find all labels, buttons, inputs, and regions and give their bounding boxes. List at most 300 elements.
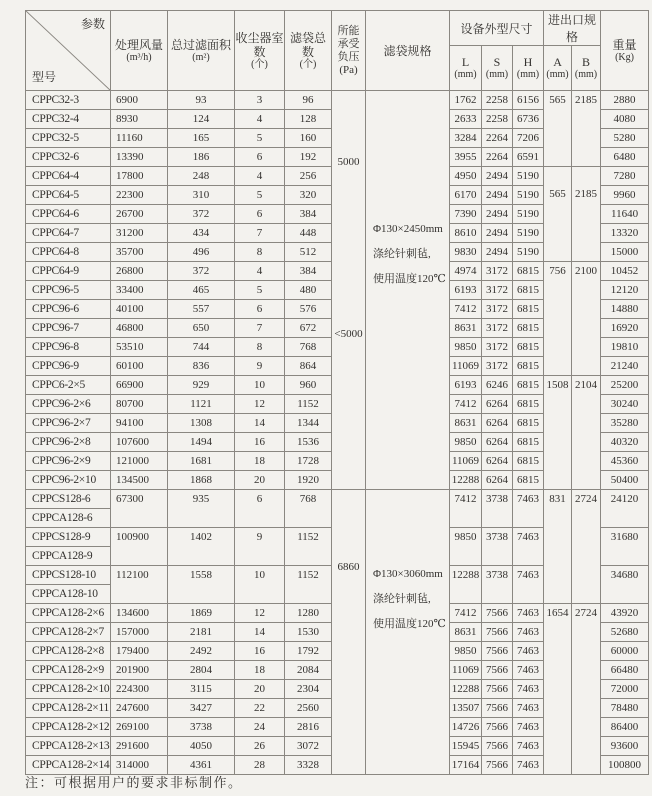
bag-spec-line: 使用温度120℃ [373,273,446,285]
weight-cell: 52680 [601,623,649,642]
chambers-cell: 12 [235,604,285,623]
pressure-header-line: 负压 [337,50,360,63]
area-cell: 465 [168,281,235,300]
chambers-cell: 20 [235,471,285,490]
model-cell: CPPCA128-2×8 [26,642,111,661]
dim-l-cell: 17164 [450,756,482,775]
dim-l-cell: 9850 [450,338,482,357]
spec-table [25,10,649,775]
bag-spec-text [373,217,448,292]
inlet-b-cell [572,91,601,167]
airflow-cell: 60100 [111,357,168,376]
dim-h-title: H [523,55,533,69]
weight-cell: 66480 [601,661,649,680]
inlet-a-value: 565 [549,94,566,106]
chambers-cell: 9 [235,528,285,566]
airflow-cell: 121000 [111,452,168,471]
bags-cell: 128 [285,110,332,129]
inlet-a-cell [544,167,572,262]
bags-cell: 1344 [285,414,332,433]
weight-cell: 10452 [601,262,649,281]
dim-l-cell: 1762 [450,91,482,110]
dim-s-cell: 3738 [482,566,513,604]
chambers-cell: 9 [235,357,285,376]
dim-s-cell: 2494 [482,186,513,205]
bags-cell: 864 [285,357,332,376]
weight-header [601,11,649,91]
area-cell: 1494 [168,433,235,452]
bags-cell: 576 [285,300,332,319]
chambers-cell: 8 [235,243,285,262]
airflow-cell: 201900 [111,661,168,680]
airflow-cell: 40100 [111,300,168,319]
bags-cell: 2304 [285,680,332,699]
dim-s-cell: 6264 [482,471,513,490]
model-cell: CPPCA128-10 [26,585,111,604]
model-cell: CPPC64-5 [26,186,111,205]
chambers-cell: 18 [235,661,285,680]
area-cell: 310 [168,186,235,205]
inlet-a-value: 1654 [546,607,569,619]
bags-cell: 1728 [285,452,332,471]
bags-cell: 320 [285,186,332,205]
chambers-cell: 5 [235,186,285,205]
chambers-cell: 16 [235,433,285,452]
model-cell: CPPC96-2×7 [26,414,111,433]
bags-cell: 160 [285,129,332,148]
bag-spec-text [373,562,448,637]
model-cell: CPPCA128-2×11 [26,699,111,718]
chambers-cell: 5 [235,281,285,300]
model-cell: CPPC96-2×6 [26,395,111,414]
dim-l-cell: 13507 [450,699,482,718]
dim-h-cell: 7463 [513,566,544,604]
bags-cell: 768 [285,490,332,528]
dim-l-cell: 3955 [450,148,482,167]
dim-h-cell: 7463 [513,604,544,623]
model-cell: CPPCA128-2×13 [26,737,111,756]
model-cell: CPPC96-2×10 [26,471,111,490]
inlet-a-cell [544,376,572,490]
dim-h-cell: 6156 [513,91,544,110]
model-cell: CPPC96-2×9 [26,452,111,471]
dim-l-cell: 8631 [450,414,482,433]
weight-cell: 78480 [601,699,649,718]
bag-spec-line: 涤纶针刺毡, [373,248,431,260]
weight-cell: 2880 [601,91,649,110]
dim-h-cell: 6815 [513,357,544,376]
pressure-cell [332,490,366,775]
bags-cell: 1536 [285,433,332,452]
chambers-cell: 22 [235,699,285,718]
dim-s-cell: 7566 [482,699,513,718]
dim-l-cell: 7390 [450,205,482,224]
pressure-value: 5000 [337,156,360,168]
weight-unit: (Kg) [615,51,634,63]
bags-header [285,11,332,91]
footnote: 注：可根据用户的要求非标制作。 [25,775,243,790]
pressure-cell [332,91,366,490]
model-cell: CPPC96-8 [26,338,111,357]
inlet-b-title: B [582,55,591,69]
weight-cell: 19810 [601,338,649,357]
area-cell: 1308 [168,414,235,433]
weight-cell: 9960 [601,186,649,205]
airflow-cell: 8930 [111,110,168,129]
dim-h-cell: 6815 [513,300,544,319]
dim-h-cell: 5190 [513,243,544,262]
area-cell: 3115 [168,680,235,699]
airflow-cell: 22300 [111,186,168,205]
weight-cell: 43920 [601,604,649,623]
dim-s-cell: 7566 [482,718,513,737]
model-cell: CPPCA128-2×7 [26,623,111,642]
dim-l-cell: 15945 [450,737,482,756]
inlet-a-value: 831 [549,493,566,505]
chambers-cell: 5 [235,129,285,148]
airflow-cell: 94100 [111,414,168,433]
model-cell: CPPC64-6 [26,205,111,224]
dim-l-cell: 7412 [450,490,482,528]
dim-l-cell: 9850 [450,433,482,452]
dim-h-cell: 7463 [513,737,544,756]
bags-cell: 2560 [285,699,332,718]
dim-s-cell: 7566 [482,680,513,699]
dim-h-cell: 7206 [513,129,544,148]
dim-s-cell: 7566 [482,604,513,623]
dim-h-cell: 6736 [513,110,544,129]
chambers-cell: 8 [235,338,285,357]
area-cell: 124 [168,110,235,129]
dim-l-cell: 12288 [450,471,482,490]
bags-cell: 1152 [285,528,332,566]
dim-h-cell: 6815 [513,262,544,281]
dim-l-cell: 6193 [450,281,482,300]
dim-s-cell: 3738 [482,490,513,528]
bags-cell: 768 [285,338,332,357]
airflow-cell: 100900 [111,528,168,566]
chambers-cell: 4 [235,110,285,129]
dim-l-cell: 4974 [450,262,482,281]
dim-h-cell: 6815 [513,376,544,395]
area-cell: 557 [168,300,235,319]
dim-s-cell: 3172 [482,319,513,338]
area-cell: 372 [168,262,235,281]
inlet-a-cell [544,91,572,167]
chambers-cell: 7 [235,319,285,338]
dim-h-cell: 7463 [513,699,544,718]
airflow-cell: 291600 [111,737,168,756]
weight-cell: 40320 [601,433,649,452]
airflow-cell: 31200 [111,224,168,243]
bags-cell: 3072 [285,737,332,756]
dim-l-cell: 8631 [450,623,482,642]
dim-h-cell: 6815 [513,281,544,300]
airflow-cell: 11160 [111,129,168,148]
bags-cell: 480 [285,281,332,300]
area-cell: 1121 [168,395,235,414]
dim-h-cell: 6815 [513,338,544,357]
weight-cell: 4080 [601,110,649,129]
dim-s-cell: 2264 [482,129,513,148]
model-cell: CPPCS128-6 [26,490,111,509]
dim-l-header [450,46,482,91]
weight-cell: 86400 [601,718,649,737]
area-cell: 1558 [168,566,235,604]
bags-cell: 960 [285,376,332,395]
bags-cell: 1152 [285,566,332,604]
area-cell: 1402 [168,528,235,566]
dim-l-cell: 11069 [450,357,482,376]
bags-cell: 384 [285,205,332,224]
weight-cell: 7280 [601,167,649,186]
weight-cell: 6480 [601,148,649,167]
model-cell: CPPC32-4 [26,110,111,129]
bag-spec-header: 滤袋规格 [366,11,450,91]
inlet-a-value: 756 [549,265,566,277]
dim-l-cell: 9850 [450,642,482,661]
airflow-cell: 53510 [111,338,168,357]
airflow-cell: 67300 [111,490,168,528]
model-cell: CPPC96-5 [26,281,111,300]
spec-table-body [26,91,649,775]
inlet-group-header: 进出口规格 [544,11,601,46]
area-cell: 1681 [168,452,235,471]
model-cell: CPPCA128-2×9 [26,661,111,680]
airflow-cell: 17800 [111,167,168,186]
model-cell: CPPCA128-9 [26,547,111,566]
area-cell: 1868 [168,471,235,490]
dim-l-cell: 9830 [450,243,482,262]
inlet-b-header [572,46,601,91]
airflow-cell: 6900 [111,91,168,110]
dim-l-cell: 4950 [450,167,482,186]
dim-l-cell: 11069 [450,661,482,680]
dim-l-cell: 11069 [450,452,482,471]
model-cell: CPPCA128-2×14 [26,756,111,775]
weight-cell: 45360 [601,452,649,471]
pressure-header-line: (Pa) [339,63,358,76]
airflow-cell: 224300 [111,680,168,699]
model-cell: CPPCS128-9 [26,528,111,547]
airflow-cell: 134500 [111,471,168,490]
area-cell: 1869 [168,604,235,623]
chambers-cell: 18 [235,452,285,471]
area-cell: 2804 [168,661,235,680]
inlet-b-unit: (mm) [574,69,598,80]
airflow-cell: 107600 [111,433,168,452]
dim-s-header [482,46,513,91]
dim-l-cell: 6193 [450,376,482,395]
dim-h-cell: 7463 [513,718,544,737]
chambers-cell: 6 [235,490,285,528]
dim-h-cell: 6815 [513,433,544,452]
dim-h-cell: 7463 [513,756,544,775]
weight-cell: 11640 [601,205,649,224]
inlet-b-value: 2724 [575,607,598,619]
corner-label-parameter: 参数 [80,17,105,31]
bag-spec-line: Φ130×2450mm [373,223,443,235]
dim-s-cell: 6264 [482,452,513,471]
chambers-cell: 24 [235,718,285,737]
dim-s-cell: 2494 [482,224,513,243]
area-cell: 4050 [168,737,235,756]
model-cell: CPPCA128-6 [26,509,111,528]
dim-s-cell: 3172 [482,300,513,319]
dim-h-cell: 5190 [513,167,544,186]
bags-cell: 96 [285,91,332,110]
chambers-cell: 16 [235,642,285,661]
airflow-cell: 26800 [111,262,168,281]
chambers-cell: 6 [235,205,285,224]
chambers-cell: 14 [235,414,285,433]
airflow-title: 处理风量 [114,37,163,52]
bag-spec-line: Φ130×3060mm [373,568,443,580]
dim-l-unit: (mm) [454,69,477,80]
chambers-cell: 14 [235,623,285,642]
area-cell: 434 [168,224,235,243]
bags-title: 滤袋总数 [289,30,326,59]
airflow-cell: 269100 [111,718,168,737]
weight-cell: 35280 [601,414,649,433]
inlet-a-cell [544,604,572,775]
dim-s-cell: 7566 [482,737,513,756]
inlet-b-value: 2185 [575,94,598,106]
dim-l-cell: 7412 [450,395,482,414]
bags-cell: 256 [285,167,332,186]
inlet-a-value: 565 [549,188,566,200]
airflow-cell: 179400 [111,642,168,661]
weight-cell: 30240 [601,395,649,414]
header-group-row [26,11,649,46]
pressure-header [332,11,366,91]
inlet-b-cell [572,167,601,262]
airflow-cell: 33400 [111,281,168,300]
dim-h-cell: 7463 [513,528,544,566]
airflow-cell: 26700 [111,205,168,224]
airflow-header [111,11,168,91]
weight-cell: 25200 [601,376,649,395]
chambers-unit: (个) [251,58,268,70]
area-cell: 929 [168,376,235,395]
airflow-cell: 134600 [111,604,168,623]
bags-cell: 512 [285,243,332,262]
bags-cell: 1280 [285,604,332,623]
bags-cell: 192 [285,148,332,167]
airflow-unit: (m³/h) [126,51,152,63]
dim-l-cell: 14726 [450,718,482,737]
dim-h-cell: 7463 [513,661,544,680]
chambers-cell: 6 [235,148,285,167]
bags-cell: 2084 [285,661,332,680]
corner-label-model: 型号 [32,70,57,84]
pressure-header-line: 所能 [337,24,360,37]
model-cell: CPPC64-9 [26,262,111,281]
dim-h-cell: 5190 [513,205,544,224]
bag-spec-line: 使用温度120℃ [373,618,446,630]
inlet-b-value: 2185 [575,188,598,200]
area-cell: 3738 [168,718,235,737]
chambers-cell: 6 [235,300,285,319]
inlet-a-cell [544,262,572,376]
dim-s-title: S [493,55,501,69]
dim-l-cell: 8631 [450,319,482,338]
corner-header-cell [26,11,111,91]
dim-s-cell: 7566 [482,623,513,642]
area-cell: 836 [168,357,235,376]
weight-cell: 34680 [601,566,649,604]
area-cell: 744 [168,338,235,357]
pressure-header-line: 承受 [337,37,360,50]
inlet-a-value: 1508 [546,379,569,391]
weight-cell: 72000 [601,680,649,699]
area-cell: 496 [168,243,235,262]
area-cell: 2492 [168,642,235,661]
chambers-cell: 7 [235,224,285,243]
bags-cell: 3328 [285,756,332,775]
chambers-cell: 3 [235,91,285,110]
weight-cell: 60000 [601,642,649,661]
area-cell: 93 [168,91,235,110]
chambers-cell: 4 [235,262,285,281]
inlet-a-unit: (mm) [546,69,569,80]
dim-l-cell: 7412 [450,604,482,623]
dim-s-cell: 7566 [482,642,513,661]
dim-h-cell: 6815 [513,319,544,338]
bags-cell: 1792 [285,642,332,661]
bag-spec-cell [366,490,450,775]
area-cell: 248 [168,167,235,186]
dim-s-cell: 6264 [482,395,513,414]
pressure-value: 6860 [337,561,360,573]
area-title: 总过滤面积 [170,37,231,52]
dim-s-cell: 6264 [482,414,513,433]
dim-s-cell: 6264 [482,433,513,452]
weight-cell: 93600 [601,737,649,756]
inlet-b-cell [572,376,601,490]
model-cell: CPPC64-7 [26,224,111,243]
dim-l-cell: 8610 [450,224,482,243]
inlet-b-value: 2104 [575,379,598,391]
inlet-b-value: 2100 [575,265,598,277]
dim-h-header [513,46,544,91]
dim-s-unit: (mm) [485,69,509,80]
area-cell: 650 [168,319,235,338]
dim-l-cell: 3284 [450,129,482,148]
inlet-b-cell [572,490,601,604]
model-cell: CPPC96-2×8 [26,433,111,452]
model-cell: CPPC32-5 [26,129,111,148]
weight-cell: 31680 [601,528,649,566]
dim-h-cell: 7463 [513,490,544,528]
dim-s-cell: 2494 [482,167,513,186]
weight-cell: 15000 [601,243,649,262]
model-cell: CPPC96-7 [26,319,111,338]
dim-l-title: L [461,55,470,69]
dim-s-cell: 3172 [482,338,513,357]
dim-h-unit: (mm) [516,69,540,80]
airflow-cell: 66900 [111,376,168,395]
area-cell: 935 [168,490,235,528]
inlet-a-cell [544,490,572,604]
dim-s-cell: 7566 [482,661,513,680]
weight-cell: 5280 [601,129,649,148]
weight-cell: 13320 [601,224,649,243]
weight-cell: 100800 [601,756,649,775]
dim-l-cell: 12288 [450,680,482,699]
bag-spec-line: 涤纶针刺毡, [373,593,431,605]
model-cell: CPPCA128-2×6 [26,604,111,623]
